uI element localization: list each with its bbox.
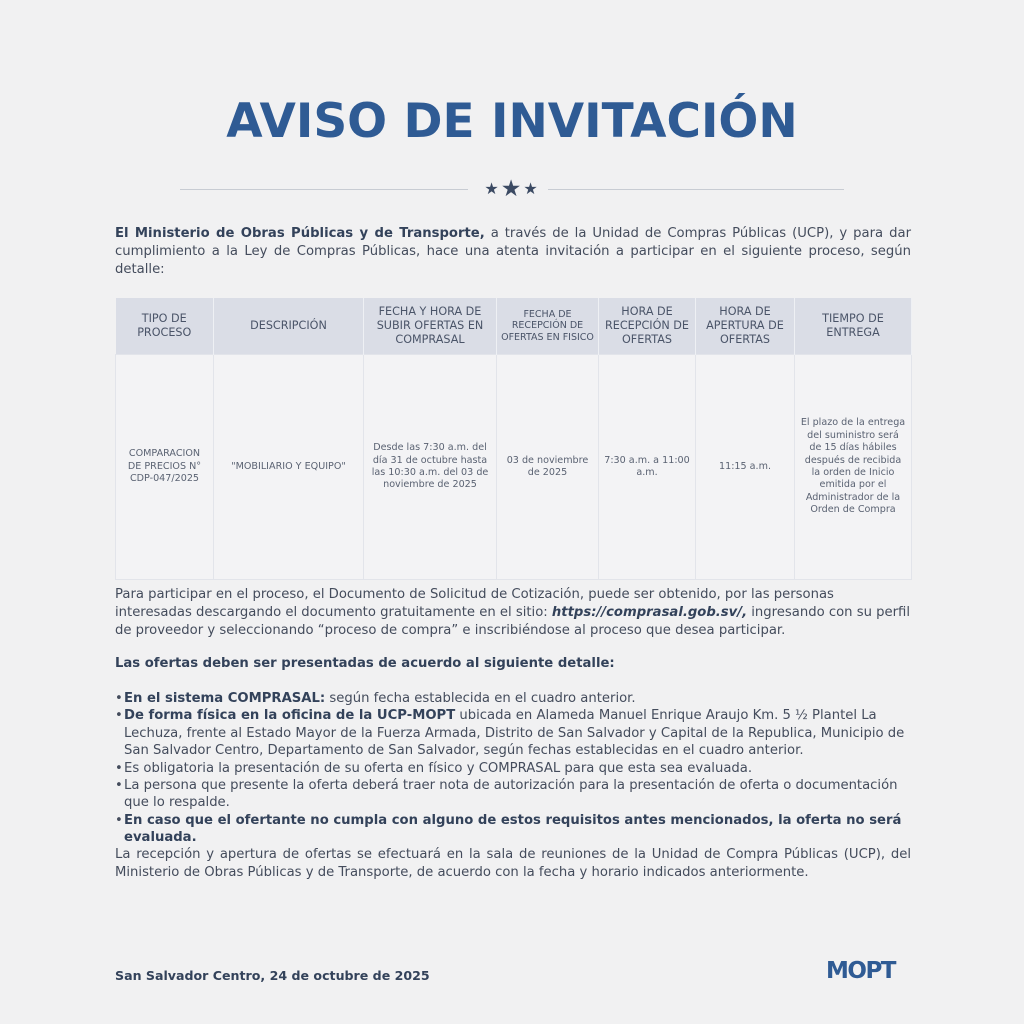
list-item bbox=[115, 812, 911, 847]
offers-heading: Las ofertas deben ser presentadas de acuerdo al siguiente detalle: bbox=[115, 656, 615, 671]
cell-fecha-subir-ofertas: Desde las 7:30 a.m. del día 31 de octubre hasta las 10:30 a.m. del 03 de noviembre de 2025 bbox=[364, 355, 497, 580]
list-item-text: según fecha establecida en el cuadro anterior. bbox=[325, 691, 636, 706]
list-item-text: ubicada en Alameda Manuel Enrique Araujo Km. 5 ½ Plantel La Lechuza, frente al Estado Mayor de la Fuerza Armada, Distrito de San Salvador y Capital de la Republica, Municipio de San Salvador Centro, Departamento de San Salvador, según fechas establecidas en el cuadro anterior. bbox=[124, 708, 905, 759]
star-icon: ★ bbox=[484, 179, 499, 198]
mopt-logo: MOPT bbox=[826, 958, 895, 984]
cell-tiempo-entrega: El plazo de la entrega del suministro será de 15 días hábiles después de recibida la orden de Inicio emitida por el Administrador de la Orden de Compra bbox=[795, 355, 912, 580]
page-title: AVISO DE INVITACIÓN bbox=[226, 94, 798, 149]
star-icon: ★ bbox=[523, 179, 538, 198]
intro-bold: El Ministerio de Obras Públicas y de Transporte, bbox=[115, 226, 485, 241]
participation-paragraph bbox=[115, 586, 911, 640]
participation-before: Para participar en el proceso, el Documento de Solicitud de Cotización, puede ser obtenido, por las personas interesadas descargando el documento gratuitamente en el sitio: bbox=[115, 587, 834, 620]
participation-after: ingresando con su perfil de proveedor y seleccionando “proceso de compra” e inscribiéndose al proceso que desea participar. bbox=[115, 605, 911, 638]
list-item bbox=[115, 690, 911, 707]
header-hora-recepcion: HORA DE RECEPCIÓN DE OFERTAS bbox=[599, 298, 696, 355]
header-hora-apertura: HORA DE APERTURA DE OFERTAS bbox=[696, 298, 795, 355]
header-fecha-subir-ofertas: FECHA Y HORA DE SUBIR OFERTAS EN COMPRASAL bbox=[364, 298, 497, 355]
requirements-list bbox=[115, 690, 911, 847]
list-item-text: La persona que presente la oferta deberá traer nota de autorización para la presentación de oferta o documentación que lo respalde. bbox=[124, 778, 898, 811]
header-fecha-recepcion-fisico: FECHA DE RECEPCIÓN DE OFERTAS EN FISICO bbox=[497, 298, 599, 355]
list-item-bold: En el sistema COMPRASAL: bbox=[124, 691, 326, 706]
closing-paragraph: La recepción y apertura de ofertas se efectuará en la sala de reuniones de la Unidad de Compra Públicas (UCP), del Ministerio de Obras Públicas y de Transporte, de acuerdo con la fecha y horario indicados anteriormente. bbox=[115, 847, 911, 880]
divider-line-left bbox=[180, 189, 468, 190]
intro-paragraph bbox=[115, 225, 911, 279]
process-table bbox=[115, 298, 912, 580]
cell-descripcion: "MOBILIARIO Y EQUIPO" bbox=[214, 355, 364, 580]
list-item bbox=[115, 777, 911, 812]
cell-tipo-proceso: COMPARACION DE PRECIOS N° CDP-047/2025 bbox=[116, 355, 214, 580]
header-descripcion: DESCRIPCIÓN bbox=[214, 298, 364, 355]
list-item bbox=[115, 760, 911, 777]
cell-hora-apertura: 11:15 a.m. bbox=[696, 355, 795, 580]
star-icon: ★ bbox=[500, 176, 522, 202]
cell-fecha-recepcion-fisico: 03 de noviembre de 2025 bbox=[497, 355, 599, 580]
cell-hora-recepcion: 7:30 a.m. a 11:00 a.m. bbox=[599, 355, 696, 580]
comprasal-link[interactable]: https://comprasal.gob.sv/, bbox=[551, 605, 748, 620]
title-divider bbox=[180, 178, 844, 202]
footer-date: San Salvador Centro, 24 de octubre de 2025 bbox=[115, 968, 430, 983]
intro-text: a través de la Unidad de Compras Públicas (UCP), y para dar cumplimiento a la Ley de Compras Públicas, hace una atenta invitación a participar en el siguiente proceso, según detalle: bbox=[115, 226, 911, 277]
table-header-row bbox=[116, 298, 912, 355]
header-tipo-proceso: TIPO DE PROCESO bbox=[116, 298, 214, 355]
list-item bbox=[115, 707, 911, 759]
stars-ornament bbox=[476, 176, 546, 202]
list-item-text: Es obligatoria la presentación de su oferta en físico y COMPRASAL para que esta sea evaluada. bbox=[124, 760, 753, 776]
table-row bbox=[116, 355, 912, 580]
list-item-bold: De forma física en la oficina de la UCP-MOPT bbox=[124, 708, 456, 724]
list-item-bold: En caso que el ofertante no cumpla con alguno de estos requisitos antes mencionados, la oferta no será evaluada. bbox=[124, 812, 902, 846]
divider-line-right bbox=[548, 189, 844, 190]
header-tiempo-entrega: TIEMPO DE ENTREGA bbox=[795, 298, 912, 355]
